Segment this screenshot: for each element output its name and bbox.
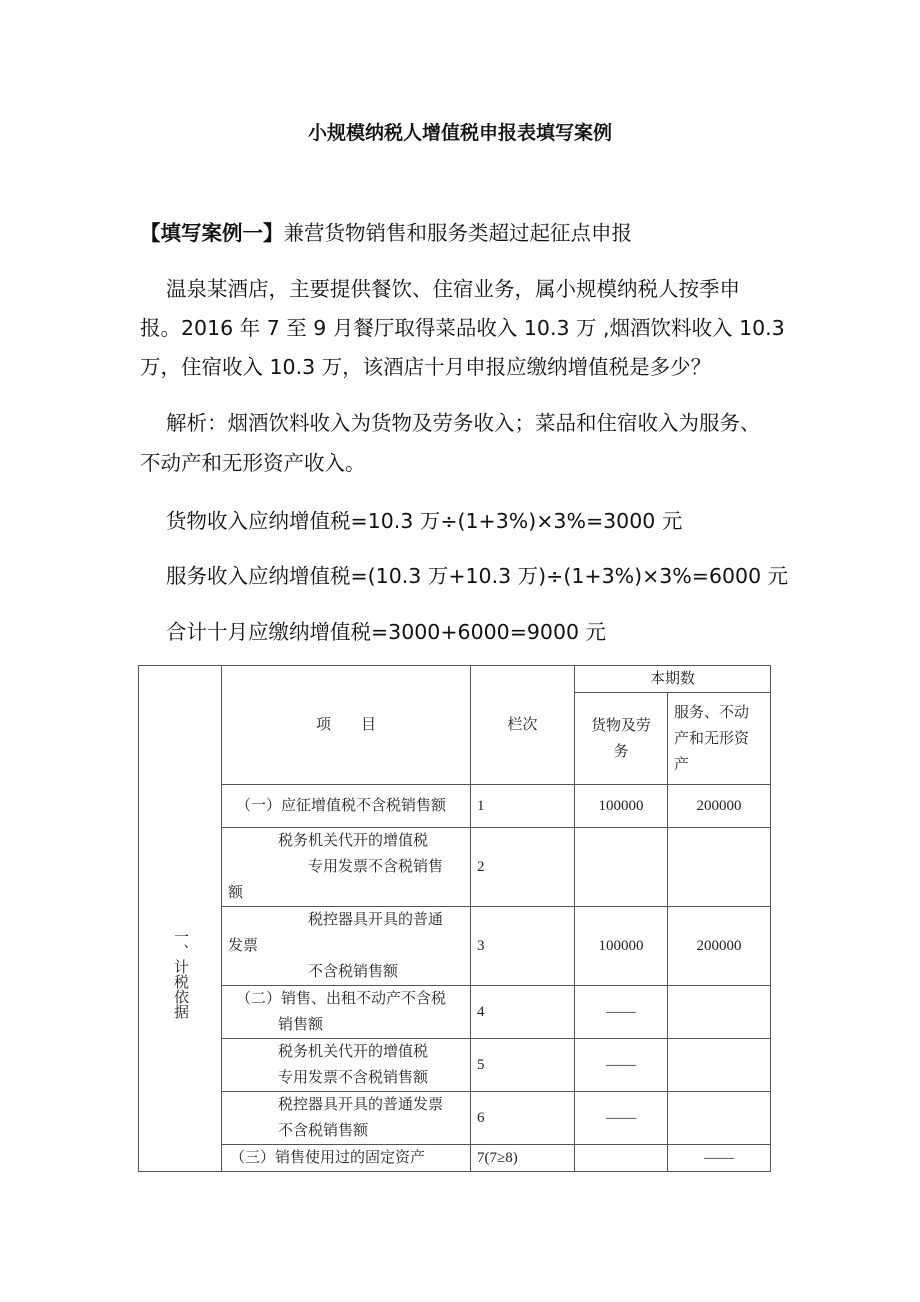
vat-return-table	[138, 665, 771, 1172]
paragraph-line: 万，住宿收入 10.3 万，该酒店十月申报应缴纳增值税是多少？	[140, 355, 712, 379]
row-services	[668, 986, 771, 1039]
row-item-line: 发票	[228, 938, 259, 954]
table-row	[139, 986, 771, 1039]
row-goods	[575, 1145, 668, 1172]
case-heading	[140, 216, 632, 246]
header-period: 本期数	[575, 666, 771, 693]
row-goods: ——	[575, 1039, 668, 1092]
header-goods	[575, 693, 668, 785]
table-row	[139, 1092, 771, 1145]
formula-total: 合计十月应缴纳增值税=3000+6000=9000 元	[166, 620, 607, 644]
row-item	[222, 986, 471, 1039]
row-services: 200000	[668, 907, 771, 986]
row-item-line: 不含税销售额	[278, 1123, 369, 1139]
row-item-line: 专用发票不含税销售	[308, 859, 444, 875]
paragraph-line: 报。2016 年 7 至 9 月餐厅取得菜品收入 10.3 万 ,烟酒饮料收入 10.3	[140, 316, 785, 340]
row-item-line: 税务机关代开的增值税	[278, 1044, 429, 1060]
paragraph-line: 不动产和无形资产收入。	[140, 451, 366, 475]
row-col: 2	[471, 828, 575, 907]
header-col: 栏次	[471, 666, 575, 785]
row-item: （一）应征增值税不含税销售额	[222, 785, 471, 828]
header-goods-line: 务	[613, 743, 629, 760]
table-row	[139, 785, 771, 828]
table-row	[139, 907, 771, 986]
row-item-line: 税控器具开具的普通发票	[278, 1097, 444, 1113]
row-item-line: 专用发票不含税销售额	[278, 1070, 429, 1086]
row-col: 6	[471, 1092, 575, 1145]
table-row	[139, 1145, 771, 1172]
paragraph-line: 温泉某酒店，主要提供餐饮、住宿业务，属小规模纳税人按季申	[166, 277, 740, 301]
row-col: 4	[471, 986, 575, 1039]
row-col: 3	[471, 907, 575, 986]
paragraph-line: 解析：烟酒饮料收入为货物及劳务收入；菜品和住宿收入为服务、	[166, 411, 761, 435]
header-services	[668, 693, 771, 785]
header-services-line: 产	[674, 756, 690, 773]
row-goods: ——	[575, 1092, 668, 1145]
row-services	[668, 1039, 771, 1092]
row-item-line: 税控器具开具的普通	[308, 912, 444, 928]
formula-goods: 货物收入应纳增值税=10.3 万÷(1+3%)×3%=3000 元	[166, 509, 683, 533]
case-heading-text: 兼营货物销售和服务类超过起征点申报	[283, 221, 632, 245]
row-item-line: 额	[228, 885, 244, 901]
document-title: 小规模纳税人增值税申报表填写案例	[307, 122, 612, 144]
row-item	[222, 1092, 471, 1145]
section-label	[139, 666, 222, 1172]
case-heading-label: 【填写案例一】	[140, 221, 284, 245]
row-item	[222, 828, 471, 907]
row-goods: 100000	[575, 785, 668, 828]
row-item-line: 不含税销售额	[308, 964, 399, 980]
table-row	[139, 1039, 771, 1092]
row-col: 7(7≥8)	[471, 1145, 575, 1172]
row-item: （三）销售使用过的固定资产	[222, 1145, 471, 1172]
section-label-text: 一、计税依据	[172, 929, 188, 1019]
table-row	[139, 828, 771, 907]
row-item-line: （二）销售、出租不动产不含税	[236, 991, 447, 1007]
row-item-line: 税务机关代开的增值税	[278, 833, 429, 849]
row-goods: ——	[575, 986, 668, 1039]
row-services: 200000	[668, 785, 771, 828]
row-col: 5	[471, 1039, 575, 1092]
row-services: ——	[668, 1145, 771, 1172]
row-item-line: 销售额	[278, 1017, 324, 1033]
row-goods	[575, 828, 668, 907]
row-col: 1	[471, 785, 575, 828]
row-item	[222, 907, 471, 986]
header-goods-line: 货物及劳	[590, 717, 651, 734]
row-services	[668, 828, 771, 907]
row-item	[222, 1039, 471, 1092]
row-services	[668, 1092, 771, 1145]
header-services-line: 产和无形资	[674, 730, 750, 747]
header-item: 项 目	[222, 666, 471, 785]
formula-services: 服务收入应纳增值税=(10.3 万+10.3 万)÷(1+3%)×3%=6000 元	[166, 564, 789, 588]
row-goods: 100000	[575, 907, 668, 986]
header-services-line: 服务、不动	[674, 704, 750, 721]
